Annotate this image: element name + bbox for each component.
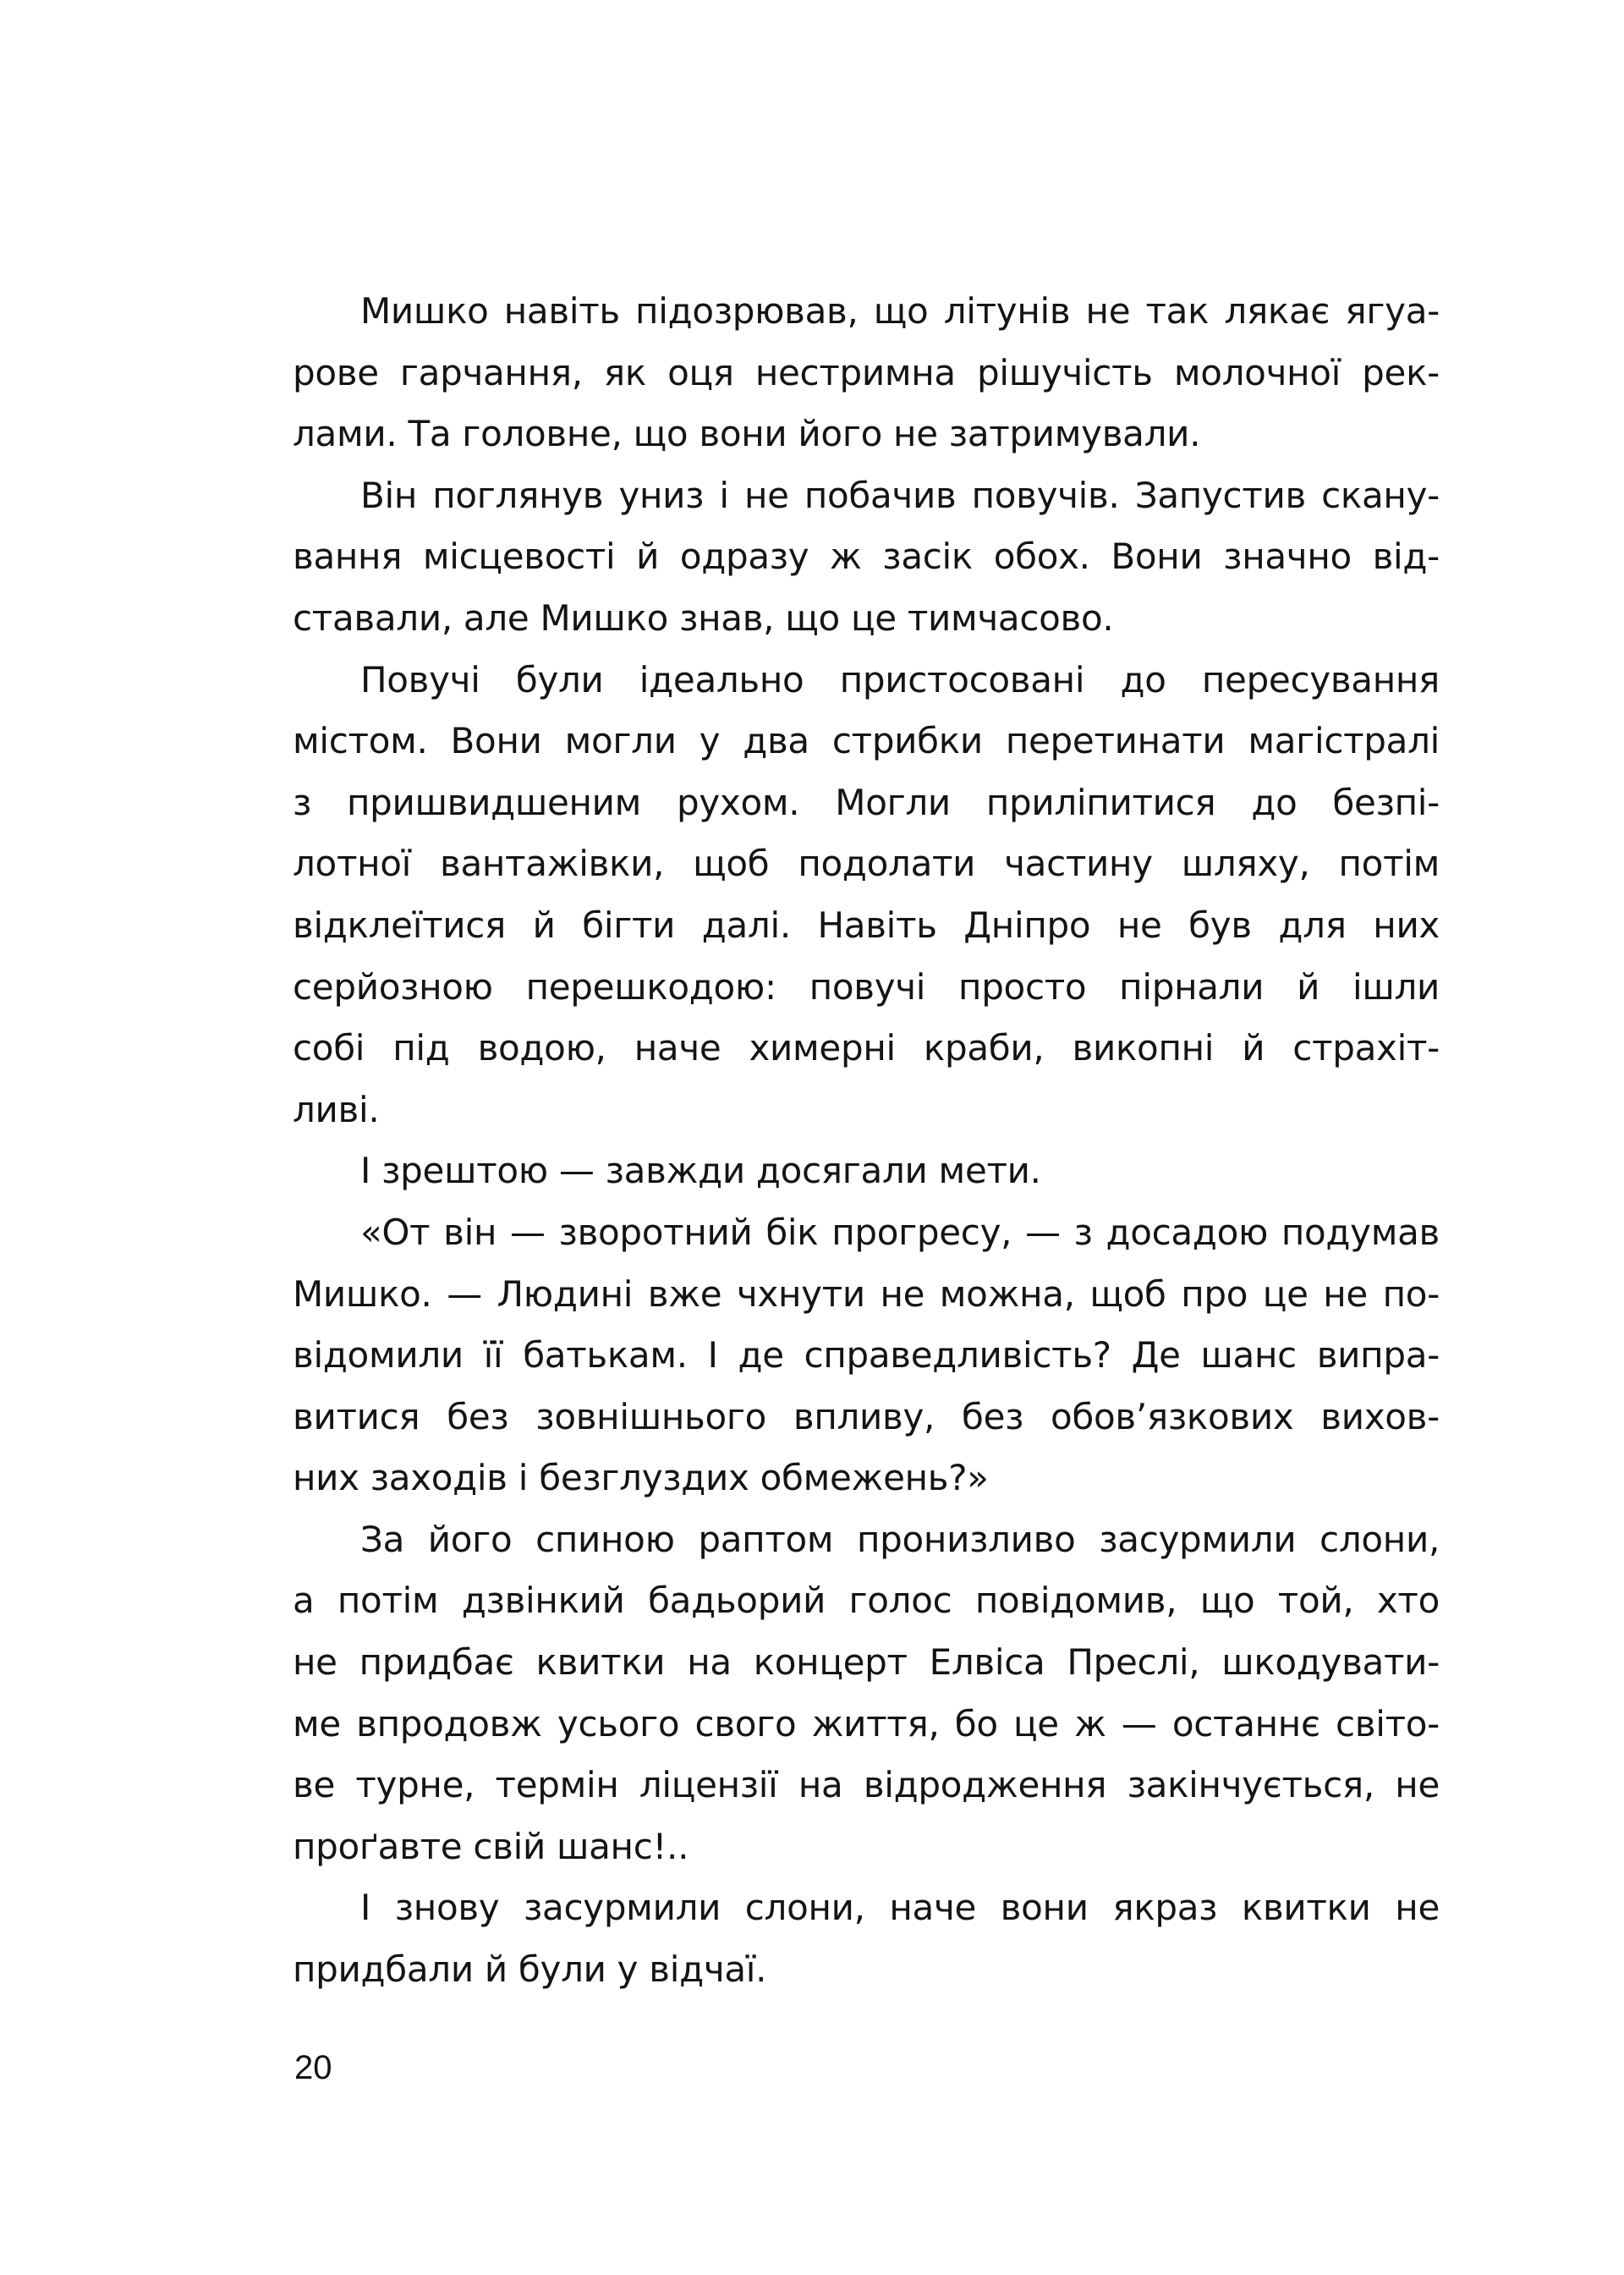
text-line: Мишко навіть підозрював, що літунів не так лякає ягуа- — [360, 290, 1440, 332]
text-line: серйозною перешкодою: повучі просто пірнали й ішли — [293, 965, 1440, 1008]
text-line: За його спиною раптом пронизливо засурмили слони, — [360, 1518, 1440, 1560]
text-line: лами. Та головне, що вони його не затримували. — [293, 413, 1201, 455]
text-line: не придбає квитки на концерт Елвіса Преслі, шкодувати- — [293, 1641, 1440, 1684]
text-line: Він поглянув униз і не побачив повучів. Запустив скану- — [360, 474, 1440, 516]
text-line: придбали й були у відчаї. — [293, 1948, 767, 1991]
text-line: рове гарчання, як оця нестримна рішучість молочної рек- — [293, 351, 1440, 393]
text-line: них заходів і безглуздих обмежень?» — [293, 1457, 989, 1499]
body-text — [293, 281, 1440, 2001]
text-line: проґавте свій шанс!.. — [293, 1825, 689, 1867]
text-line: містом. Вони могли у два стрибки перетинати магістралі — [293, 720, 1440, 762]
text-line: відклеїтися й бігти далі. Навіть Дніпро не був для них — [293, 904, 1440, 946]
paragraph — [293, 281, 1440, 465]
paragraph — [293, 465, 1440, 650]
text-line: а потім дзвінкий бадьорий голос повідомив, що той, хто — [293, 1580, 1440, 1622]
paragraph — [293, 1509, 1440, 1878]
text-line: витися без зовнішнього впливу, без обов’язкових вихов- — [293, 1395, 1440, 1437]
text-line: Повучі були ідеально пристосовані до пересування — [360, 658, 1440, 701]
text-line: з пришвидшеним рухом. Могли приліпитися до безпі- — [293, 781, 1440, 823]
paragraph — [293, 1140, 1440, 1202]
text-line: Мишко. — Людині вже чхнути не можна, щоб про це не по- — [293, 1272, 1440, 1315]
text-line: «От він — зворотний бік прогресу, — з досадою подумав — [360, 1211, 1440, 1253]
paragraph — [293, 1877, 1440, 2000]
text-line: ставали, але Мишко знав, що це тимчасово. — [293, 596, 1114, 639]
text-line: вання місцевості й одразу ж засік обох. Вони значно від- — [293, 536, 1440, 578]
text-line: собі під водою, наче химерні краби, викопні й страхіт- — [293, 1027, 1440, 1069]
text-line: І зрештою — завжди досягали мети. — [360, 1150, 1041, 1192]
paragraph — [293, 650, 1440, 1141]
text-line: відомили її батькам. І де справедливість? Де шанс випра- — [293, 1334, 1440, 1377]
text-line: ве турне, термін ліцензії на відродження закінчується, не — [293, 1764, 1440, 1806]
text-line: І знову засурмили слони, наче вони якраз квитки не — [360, 1887, 1440, 1929]
text-line: ме впродовж усього свого життя, бо це ж — останнє світо- — [293, 1702, 1440, 1745]
text-line: лотної вантажівки, щоб подолати частину шляху, потім — [293, 843, 1440, 885]
text-line: ливі. — [293, 1088, 380, 1130]
paragraph — [293, 1202, 1440, 1509]
page-number: 20 — [294, 2049, 332, 2086]
